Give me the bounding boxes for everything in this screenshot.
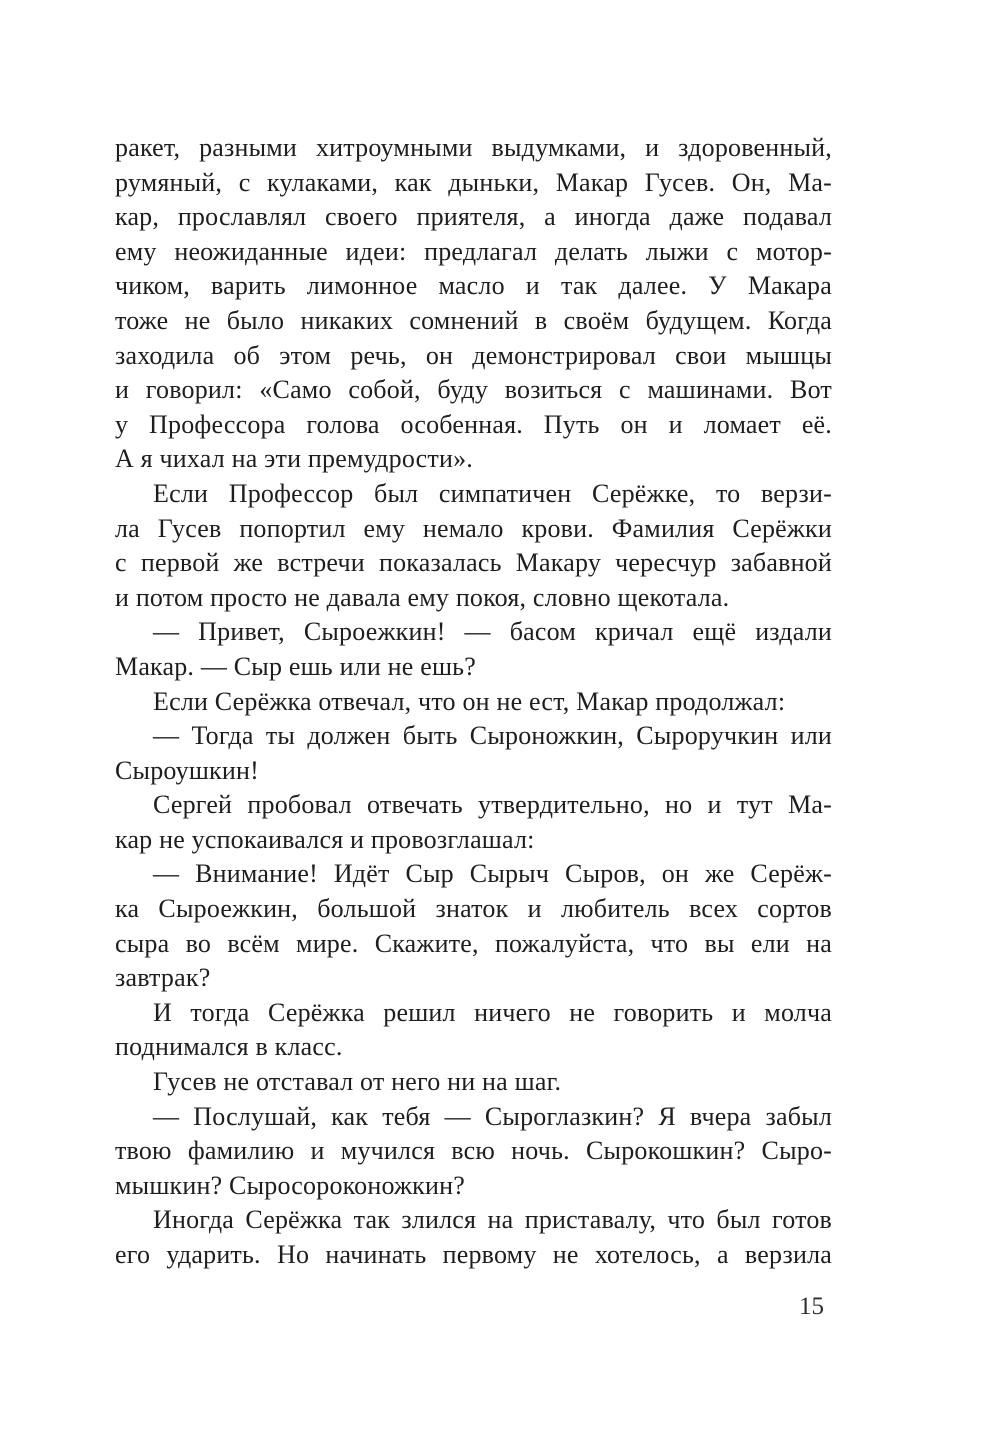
paragraph	[115, 477, 832, 615]
text-line: чиком, варить лимонное масло и так далее. У Макара	[115, 271, 832, 301]
text-line: и говорил: «Само собой, буду возиться с машинами. Вот	[115, 375, 832, 405]
text-line: завтрак?	[115, 963, 211, 993]
text-line: мышкин? Сыросороконожкин?	[115, 1170, 465, 1200]
text-line: — Послушай, как тебя — Сыроглазкин? Я вчера забыл	[153, 1101, 832, 1131]
text-line: кар, прославлял своего приятеля, а иногда даже подавал	[115, 202, 832, 232]
paragraph	[115, 1203, 832, 1272]
text-line: с первой же встречи показалась Макару чересчур забавной	[115, 548, 832, 578]
text-line: тоже не было никаких сомнений в своём будущем. Когда	[115, 305, 832, 335]
paragraph	[115, 996, 832, 1065]
paragraph	[115, 857, 832, 995]
page-text	[115, 131, 832, 1273]
paragraph	[115, 1065, 832, 1100]
text-line: ему неожиданные идеи: предлагал делать лыжи с мотор-	[115, 236, 832, 266]
text-line: Иногда Серёжка так злился на приставалу, что был готов	[153, 1205, 832, 1235]
text-line: ла Гусев попортил ему немало крови. Фамилия Серёжки	[115, 513, 832, 543]
text-line: Сергей пробовал отвечать утвердительно, но и тут Ма-	[153, 790, 832, 820]
text-line: Макар. — Сыр ешь или не ешь?	[115, 651, 476, 681]
text-line: и потом просто не давала ему покоя, словно щекотала.	[115, 582, 730, 612]
text-line: — Тогда ты должен быть Сыроножкин, Сыроручкин или	[153, 721, 832, 751]
text-line: Гусев не отставал от него ни на шаг.	[153, 1067, 562, 1097]
text-line: — Привет, Сыроежкин! — басом кричал ещё издали	[153, 617, 832, 647]
paragraph	[115, 719, 832, 788]
text-line: Сыроушкин!	[115, 755, 259, 785]
text-line: твою фамилию и мучился всю ночь. Сырокошкин? Сыро-	[115, 1136, 832, 1166]
paragraph	[115, 615, 832, 684]
text-line: кар не успокаивался и провозглашал:	[115, 824, 535, 854]
text-line: заходила об этом речь, он демонстрировал свои мышцы	[115, 340, 832, 370]
paragraph	[115, 788, 832, 857]
text-line: А я чихал на эти премудрости».	[115, 444, 473, 474]
paragraph	[115, 1100, 832, 1204]
text-line: Если Серёжка отвечал, что он не ест, Макар продолжал:	[153, 686, 786, 716]
text-line: поднимался в класс.	[115, 1032, 343, 1062]
page-number: 15	[799, 1293, 824, 1320]
text-line: ракет, разными хитроумными выдумками, и здоровенный,	[115, 133, 832, 162]
text-line: Если Профессор был симпатичен Серёжке, то верзи-	[153, 478, 832, 508]
paragraph	[115, 685, 832, 720]
text-line: сыра во всём мире. Скажите, пожалуйста, что вы ели на	[115, 928, 832, 958]
paragraph	[115, 131, 832, 477]
text-line: — Внимание! Идёт Сыр Сырыч Сыров, он же Серёж-	[153, 859, 832, 889]
text-line: его ударить. Но начинать первому не хотелось, а верзила	[115, 1240, 832, 1269]
text-line: ка Сыроежкин, большой знаток и любитель всех сортов	[115, 894, 832, 924]
text-line: румяный, с кулаками, как дыньки, Макар Гусев. Он, Ма-	[115, 167, 832, 197]
text-line: у Профессора голова особенная. Путь он и ломает её.	[115, 409, 832, 439]
text-line: И тогда Серёжка решил ничего не говорить и молча	[153, 997, 832, 1027]
